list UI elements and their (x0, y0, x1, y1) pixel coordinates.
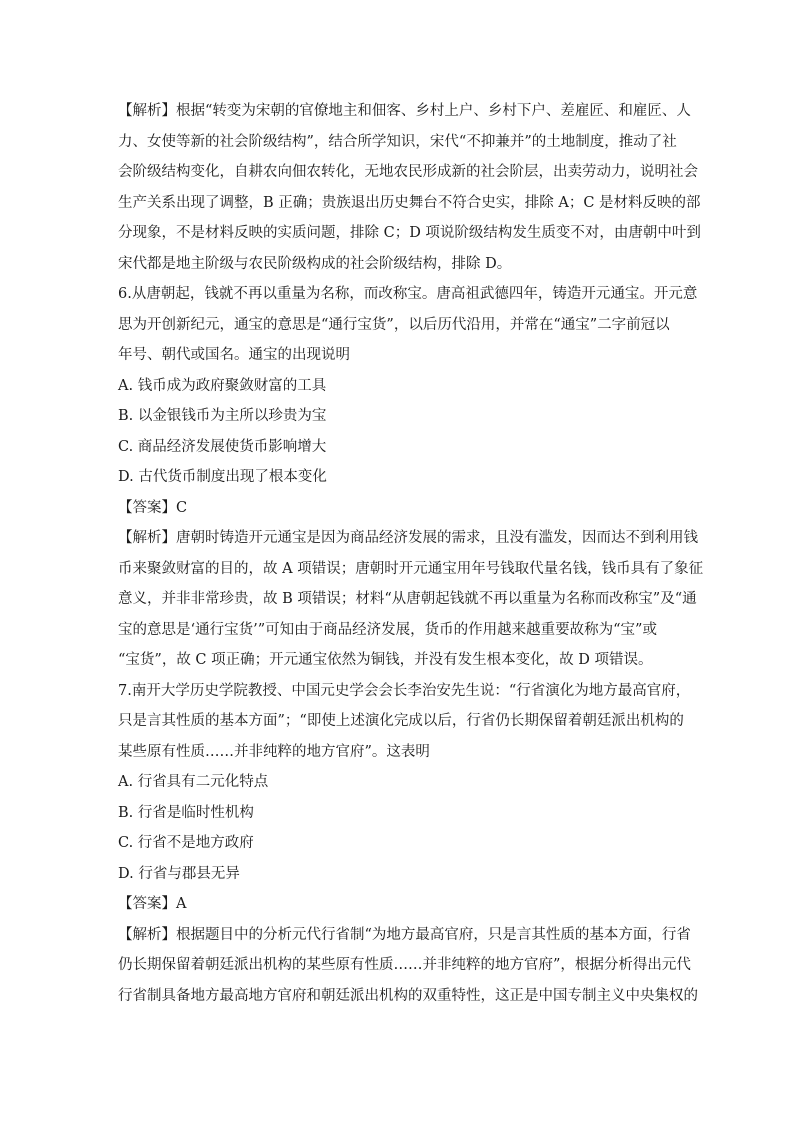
analysis-line: 【解析】根据题目中的分析元代行省制“为地方最高官府，只是言其性质的基本方面，行省 (118, 926, 691, 943)
question-7-stem: 某些原有性质……并非纯粹的地方官府”。这表明 (118, 743, 430, 760)
analysis-line: 意义，并非非常珍贵，故 B 项错误；材料“从唐朝起钱就不再以重量为名称而改称宝”及“通 (118, 591, 697, 607)
answer-line: 【答案】C (118, 499, 188, 516)
option-b: B. 以金银钱币为主所以珍贵为宝 (118, 408, 327, 424)
question-6-stem: 6.从唐朝起，钱就不再以重量为名称，而改称宝。唐高祖武德四年，铸造开元通宝。开元意 (118, 286, 698, 302)
analysis-line: 【解析】唐朝时铸造开元通宝是因为商品经济发展的需求，且没有滥发，因而达不到利用钱 (118, 530, 698, 546)
question-7-stem: 7.南开大学历史学院教授、中国元史学会会长李治安先生说：“行省演化为地方最高官府， (118, 682, 691, 699)
question-6-stem: 年号、朝代或国名。通宝的出现说明 (118, 347, 350, 363)
analysis-line: 行省制具备地方最高地方官府和朝廷派出机构的双重特性，这正是中国专制主义中央集权的 (118, 987, 698, 1004)
analysis-line: 宝的意思是‘通行宝货’”可知由于商品经济发展，货币的作用越来越重要故称为“宝”或 (118, 621, 657, 638)
analysis-line: 仍长期保留着朝廷派出机构的某些原有性质……并非纯粹的地方官府”，根据分析得出元代 (118, 957, 691, 973)
option-d: D. 行省与郡县无异 (118, 865, 240, 882)
option-b: B. 行省是临时性机构 (118, 804, 254, 821)
analysis-line: 会阶级结构变化，自耕农向佃农转化，无地农民形成新的社会阶层，出卖劳动力，说明社会 (118, 164, 698, 180)
analysis-line: 力、女使等新的社会阶级结构”，结合所学知识，宋代“不抑兼并”的土地制度，推动了社 (118, 133, 677, 150)
analysis-line: 生产关系出现了调整，B 正确；贵族退出历史舞台不符合史实，排除 A；C 是材料反映的部 (118, 194, 701, 211)
analysis-line: 分现象，不是材料反映的实质问题，排除 C；D 项说阶级结构发生质变不对，由唐朝中叶到 (118, 225, 701, 241)
option-a: A. 钱币成为政府聚敛财富的工具 (118, 377, 327, 394)
option-a: A. 行省具有二元化特点 (118, 774, 269, 790)
analysis-line: 【解析】根据“转变为宋朝的官僚地主和佃客、乡村上户、乡村下户、差雇匠、和雇匠、人 (118, 103, 691, 119)
analysis-line: 宋代都是地主阶级与农民阶级构成的社会阶级结构，排除 D。 (118, 255, 512, 272)
analysis-line: 币来聚敛财富的目的，故 A 项错误；唐朝时开元通宝用年号钱取代量名钱，钱币具有了象征 (118, 560, 704, 577)
question-7-stem: 只是言其性质的基本方面”；“即使上述演化完成以后，行省仍长期保留着朝廷派出机构的 (118, 713, 684, 729)
option-d: D. 古代货币制度出现了根本变化 (118, 469, 327, 485)
answer-line: 【答案】A (118, 896, 187, 912)
question-6-stem: 思为开创新纪元，通宝的意思是“通行宝货”，以后历代沿用，并常在“通宝”二字前冠以 (118, 316, 670, 333)
document-page (118, 96, 704, 1011)
analysis-line: “宝货”，故 C 项正确；开元通宝依然为铜钱，并没有发生根本变化，故 D 项错误。 (118, 652, 653, 668)
option-c: C. 商品经济发展使货币影响增大 (118, 438, 327, 455)
option-c: C. 行省不是地方政府 (118, 835, 254, 851)
